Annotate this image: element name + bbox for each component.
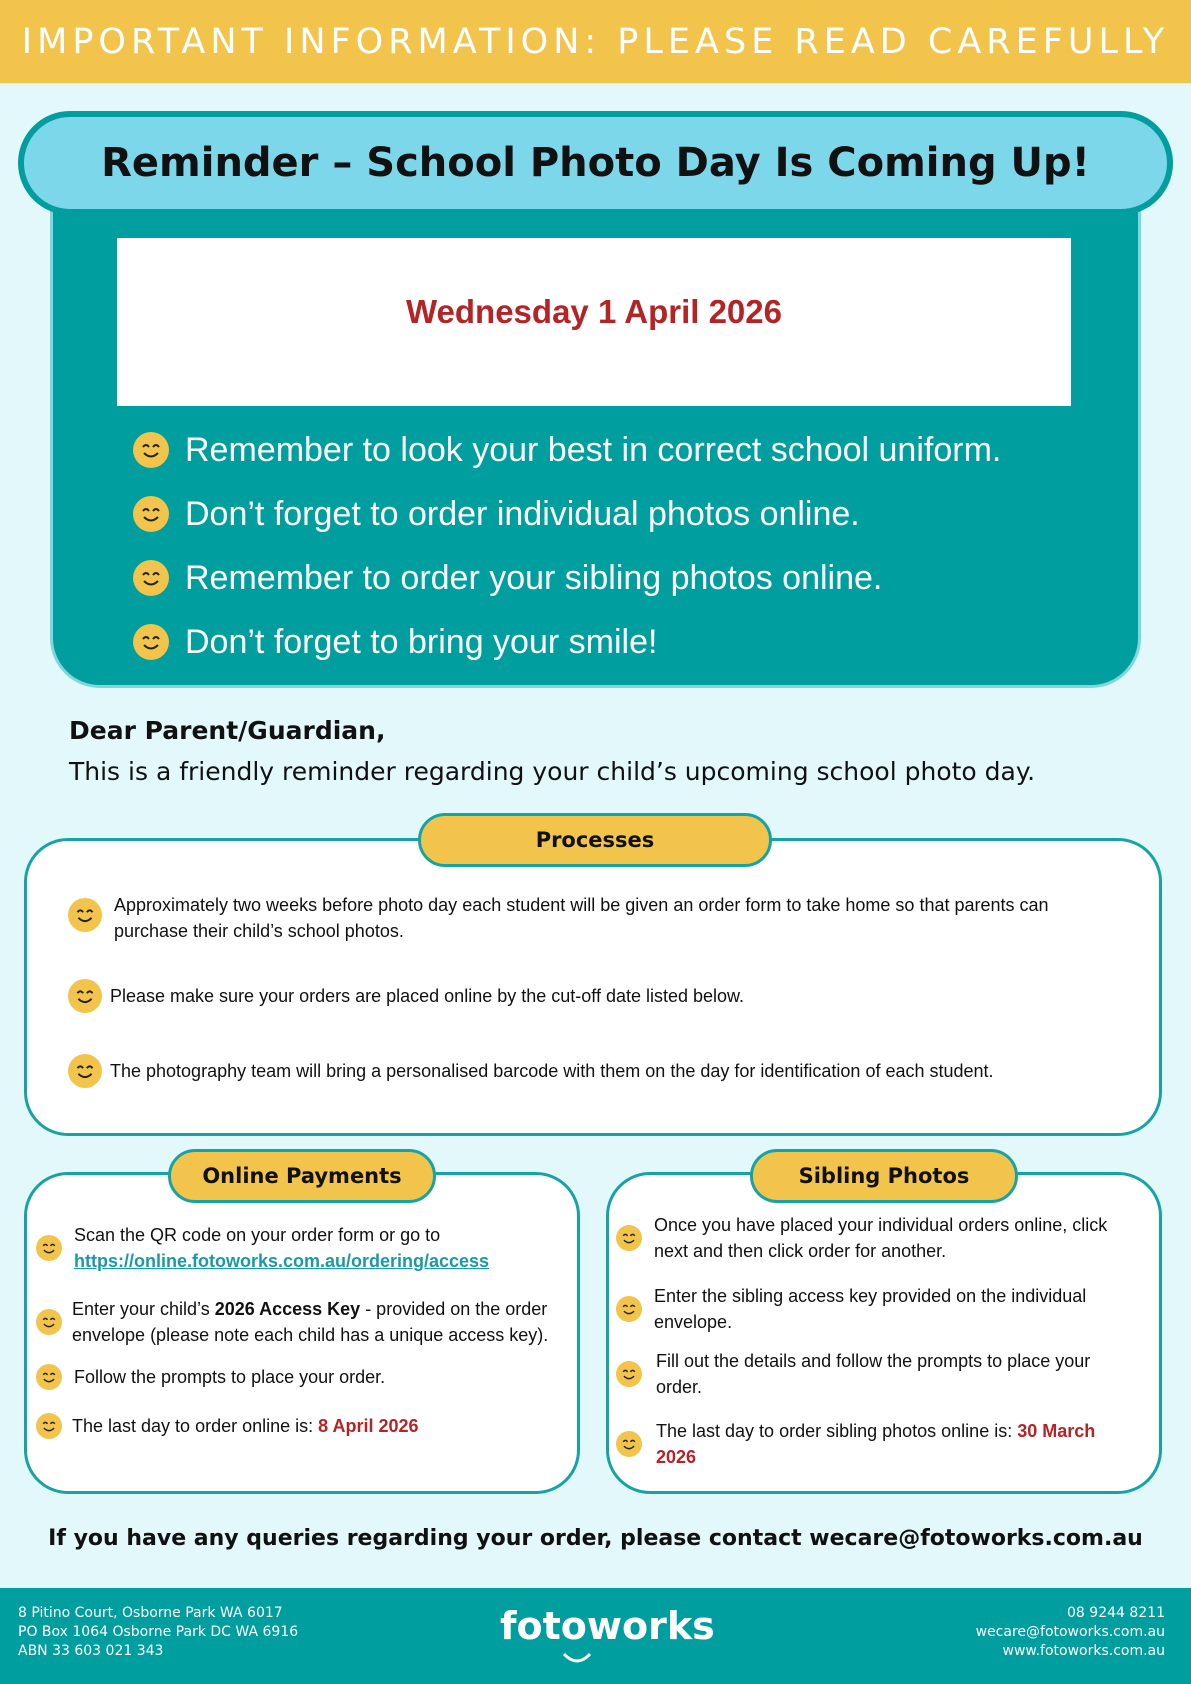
sibling-deadline: 30 March 2026 — [656, 1421, 1096, 1467]
contact-line: If you have any queries regarding your order, please contact wecare@fotoworks.com.au — [48, 1526, 1143, 1551]
reminder-item — [133, 482, 1133, 546]
title-pill — [18, 111, 1173, 215]
online-step-text: Follow the prompts to place your order. — [74, 1367, 386, 1387]
photo-day-date: Wednesday 1 April 2026 — [405, 293, 782, 330]
reminder-list — [133, 418, 1133, 674]
sibling-step-text: Fill out the details and follow the prompts to place your order. — [656, 1351, 1091, 1397]
banner-text: IMPORTANT INFORMATION: PLEASE READ CAREFULLY — [21, 21, 1170, 62]
online-payments-heading: Online Payments — [168, 1149, 436, 1203]
process-text: Please make sure your orders are placed online by the cut-off date listed below. — [110, 986, 745, 1006]
logo-text: fotoworks — [500, 1604, 715, 1648]
reminder-text: Don’t forget to bring your smile! — [185, 622, 658, 661]
smiley-icon — [133, 496, 169, 532]
smiley-icon — [616, 1296, 642, 1322]
smiley-icon — [36, 1364, 62, 1390]
online-step-text: Scan the QR code on your order form or go to — [74, 1225, 441, 1245]
online-step-text: - provided on the order envelope (please note each child has a unique access key). — [72, 1299, 549, 1345]
online-deadline: 8 April 2026 — [318, 1416, 419, 1436]
reminder-text: Remember to order your sibling photos online. — [185, 558, 883, 597]
smiley-icon — [36, 1309, 62, 1335]
sibling-photos-heading: Sibling Photos — [750, 1149, 1018, 1203]
sibling-step-text: Once you have placed your individual orders online, click next and then click order for another. — [654, 1215, 1108, 1261]
fotoworks-logo — [500, 1604, 715, 1648]
process-item — [68, 979, 1098, 1013]
address-line: 8 Pitino Court, Osborne Park WA 6017 — [18, 1605, 283, 1621]
process-item — [68, 1054, 1128, 1088]
footer — [0, 1588, 1191, 1684]
process-text: The photography team will bring a personalised barcode with them on the day for identification of each student. — [110, 1061, 994, 1081]
sibling-item — [616, 1418, 1136, 1470]
online-item — [36, 1364, 566, 1390]
smiley-icon — [616, 1361, 642, 1387]
access-key-label: 2026 Access Key — [214, 1299, 361, 1319]
online-item — [36, 1413, 566, 1439]
abn: ABN 33 603 021 343 — [18, 1643, 164, 1659]
reminder-item — [133, 546, 1133, 610]
smiley-icon — [36, 1413, 62, 1439]
sibling-step-text: Enter the sibling access key provided on the individual envelope. — [654, 1286, 1087, 1332]
sibling-item — [616, 1348, 1136, 1400]
process-text: Approximately two weeks before photo day each student will be given an order form to take home so that parents can purchase their child’s school photos. — [114, 895, 1049, 941]
top-banner — [0, 0, 1191, 83]
smiley-icon — [68, 898, 102, 932]
date-box — [117, 238, 1071, 406]
reminder-text: Remember to look your best in correct school uniform. — [185, 430, 1002, 469]
logo-smile-icon — [562, 1652, 592, 1666]
footer-address — [18, 1604, 298, 1661]
intro-text: This is a friendly reminder regarding your child’s upcoming school photo day. — [69, 757, 1036, 786]
email-link[interactable]: wecare@fotoworks.com.au — [975, 1624, 1165, 1640]
online-item — [36, 1296, 576, 1348]
smiley-icon — [133, 432, 169, 468]
website-link[interactable]: www.fotoworks.com.au — [1002, 1643, 1165, 1659]
smiley-icon — [616, 1225, 642, 1251]
smiley-icon — [36, 1235, 62, 1261]
footer-contact — [976, 1604, 1165, 1661]
reminder-text: Don’t forget to order individual photos online. — [185, 494, 860, 533]
online-step-text: Enter your child’s — [72, 1299, 215, 1319]
smiley-icon — [68, 979, 102, 1013]
sibling-item — [616, 1212, 1136, 1264]
reminder-item — [133, 418, 1133, 482]
process-item — [68, 892, 1098, 944]
sibling-item — [616, 1283, 1136, 1335]
sibling-step-text: The last day to order sibling photos online is: — [656, 1421, 1018, 1441]
smiley-icon — [616, 1431, 642, 1457]
smiley-icon — [133, 560, 169, 596]
address-line: PO Box 1064 Osborne Park DC WA 6916 — [18, 1624, 299, 1640]
online-step-text: The last day to order online is: — [72, 1416, 319, 1436]
reminder-item — [133, 610, 1133, 674]
smiley-icon — [133, 624, 169, 660]
phone-number: 08 9244 8211 — [1067, 1605, 1165, 1621]
greeting — [69, 716, 1149, 786]
processes-heading: Processes — [418, 813, 772, 867]
online-item — [36, 1222, 566, 1274]
page-title: Reminder – School Photo Day Is Coming Up! — [101, 140, 1090, 186]
ordering-link[interactable]: https://online.fotoworks.com.au/ordering/access — [74, 1251, 490, 1271]
smiley-icon — [68, 1054, 102, 1088]
salutation: Dear Parent/Guardian, — [69, 716, 386, 745]
